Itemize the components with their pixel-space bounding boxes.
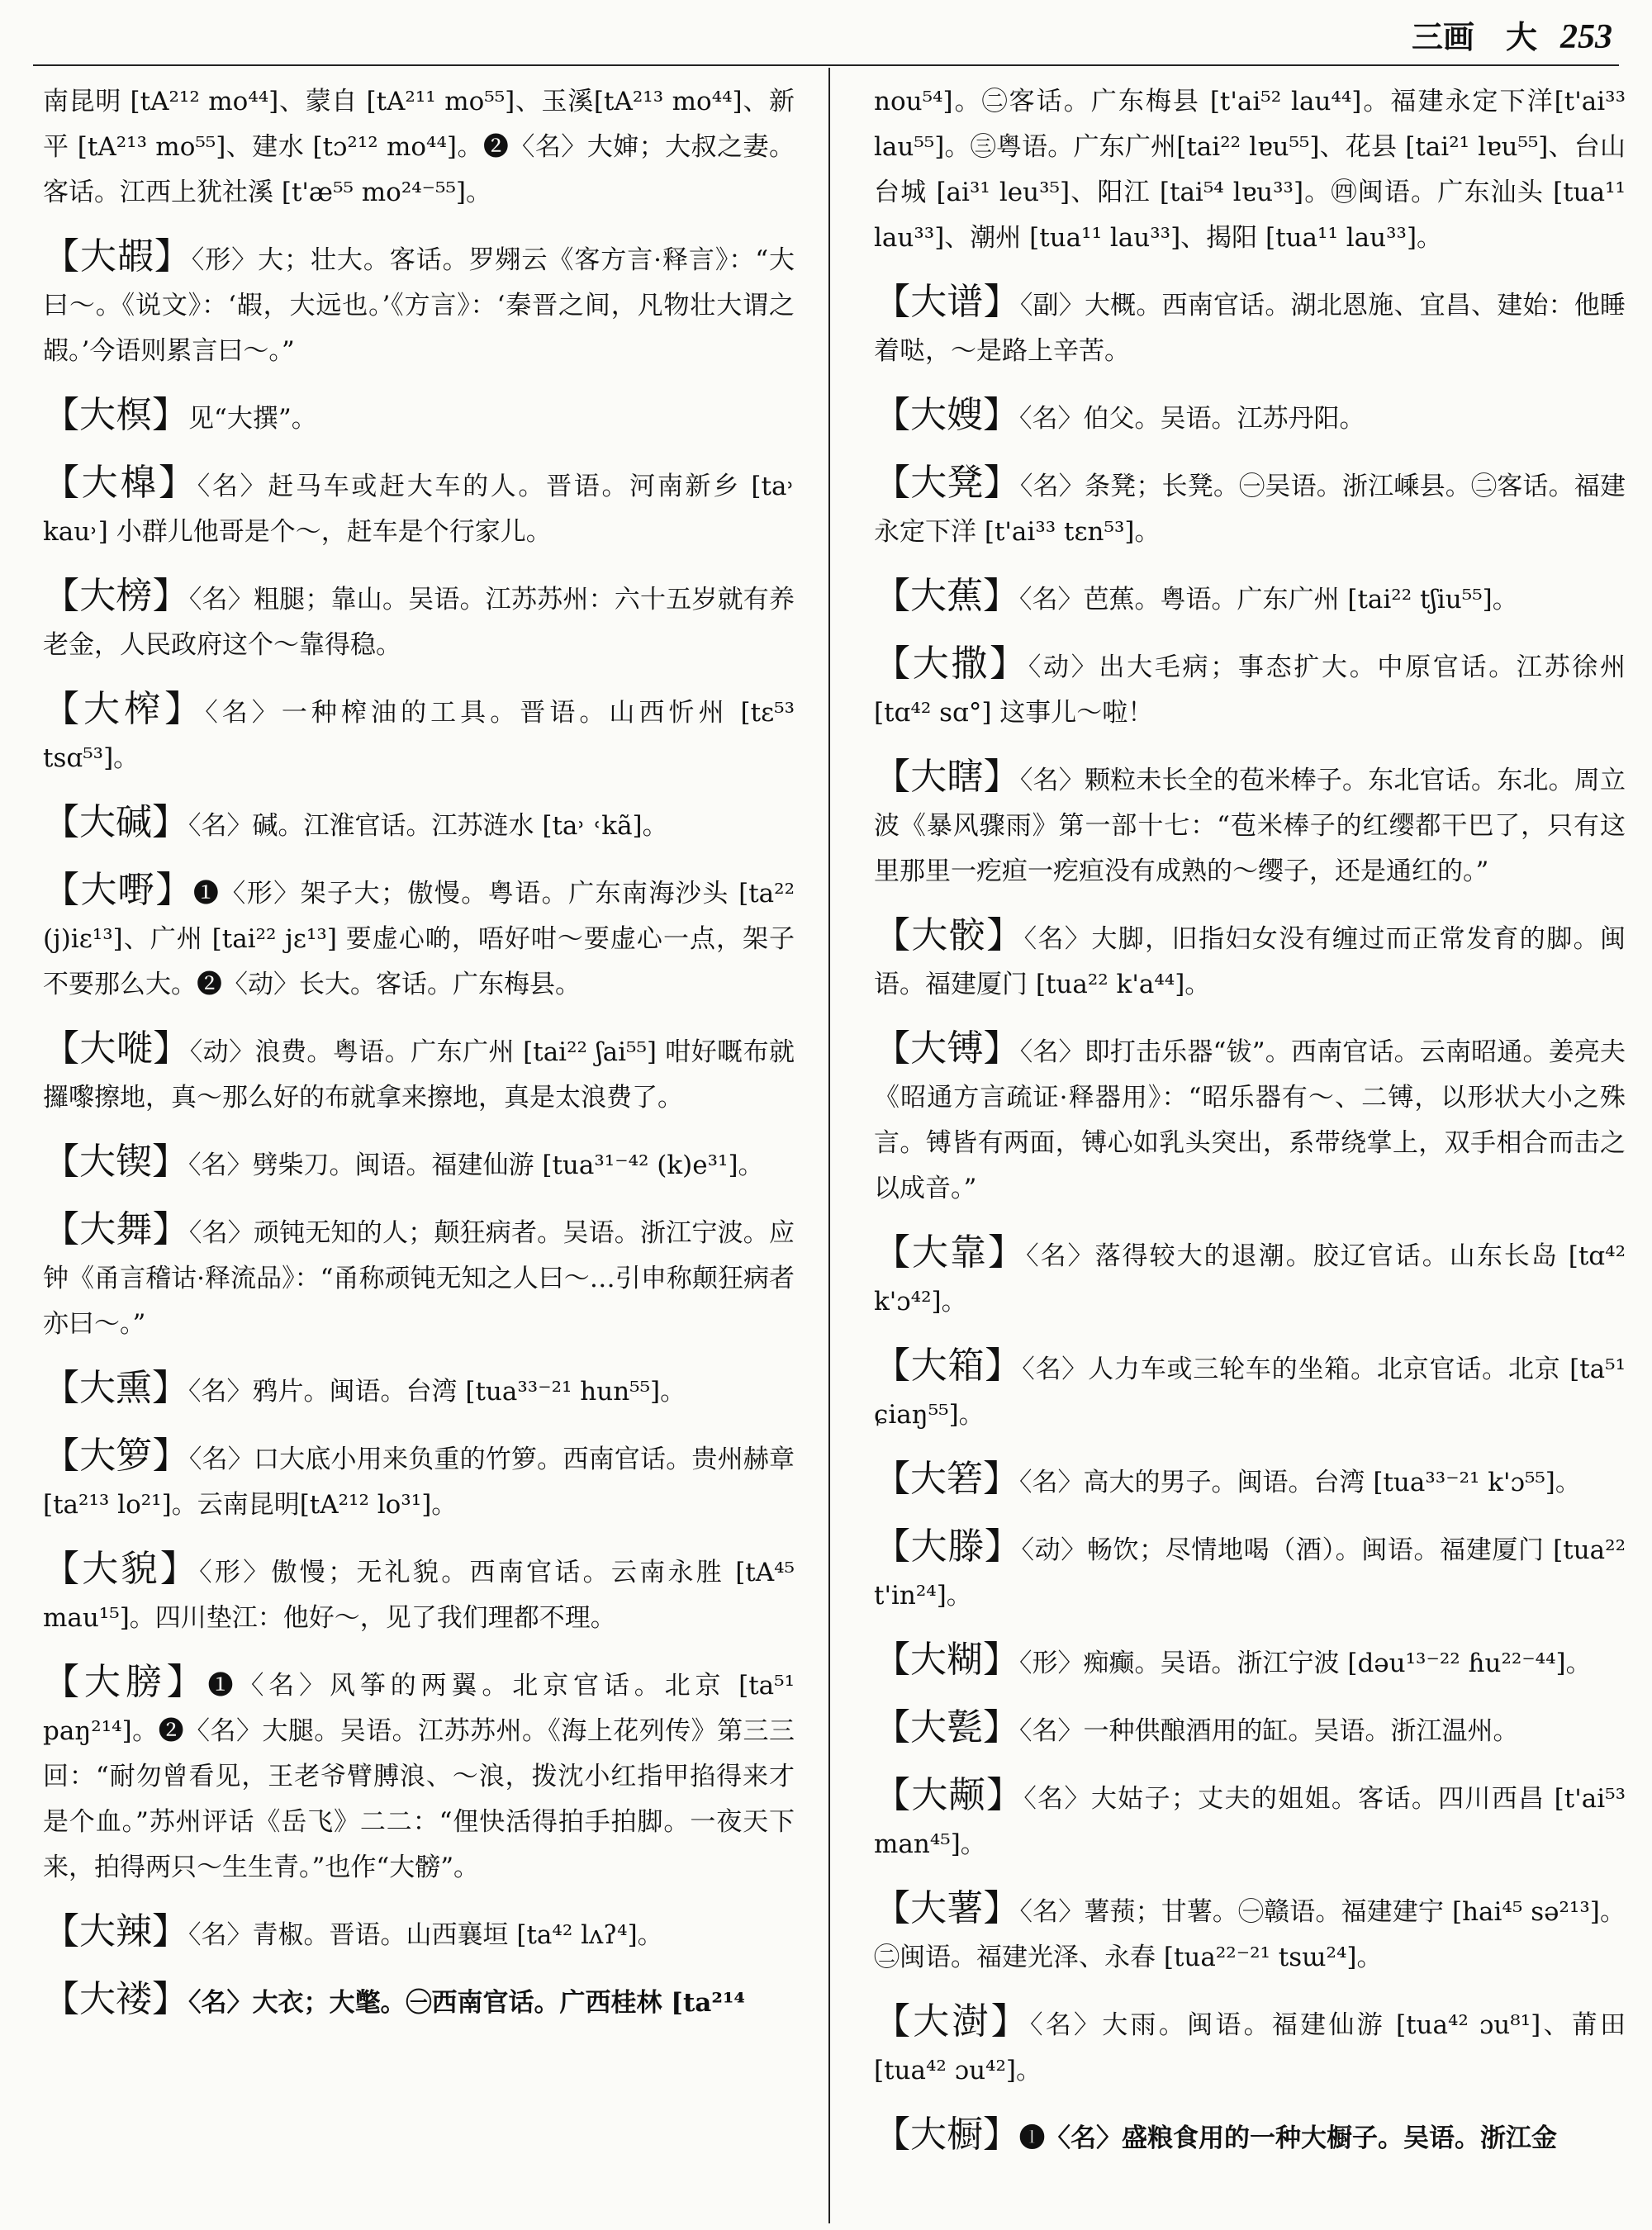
dictionary-entry [43, 1546, 795, 1641]
headword: 【大橱】 [874, 2114, 1019, 2156]
definition: 〈名〉大姑子；丈夫的姐姐。客话。四川西昌 [t'ai⁵³ man⁴⁵]。 [874, 1784, 1626, 1859]
definition: 〈名〉落得较大的退潮。胶辽官话。山东长岛 [tɑ⁴² k'ɔ⁴²]。 [874, 1241, 1626, 1317]
dictionary-entry [43, 392, 795, 442]
headword: 【大榜】 [43, 575, 189, 617]
definition: ❶〈名〉盛粮食用的一种大橱子。吴语。浙江金 [1019, 2123, 1557, 2153]
headword: 【大瞎】 [874, 756, 1020, 798]
definition: 〈名〉大脚，旧指妇女没有缠过而正常发育的脚。闽语。福建厦门 [tua²² k'a⁴⁴]。 [874, 924, 1626, 999]
definition: 〈名〉粗腿；靠山。吴语。江苏苏州：六十五岁就有养老金，人民政府这个～靠得稳。 [43, 585, 795, 660]
headword: 【大嘏】 [43, 235, 192, 278]
headword: 【大镈】 [874, 1027, 1020, 1070]
definition: ❶〈形〉架子大；傲慢。粤语。广东南海沙头 [ta²² (j)iɛ¹³]、广州 [tai²² jɛ¹³] 要虚心啲，唔好咁～要虚心一点，架子不要那么大。❷〈动〉长大。客话。广东梅县。 [43, 879, 795, 999]
dictionary-entry [874, 1456, 1626, 1506]
dictionary-entry [874, 460, 1626, 555]
definition: 〈副〉大概。西南官话。湖北恩施、宜昌、建始：他睡着哒，～是路上辛苦。 [874, 291, 1626, 366]
headword: 【大谱】 [874, 281, 1020, 323]
definition: 〈形〉大；壮大。客话。罗翙云《客方言·释言》：“大曰～。《说文》：‘嘏，大远也。’《方言》：‘秦晋之间，凡物壮大谓之嘏。’今语则累言曰～。” [43, 245, 795, 366]
definition: 〈形〉傲慢；无礼貌。西南官话。云南永胜 [tA⁴⁵ mau¹⁵]。四川垫江：他好～，见了我们理都不理。 [43, 1558, 795, 1633]
definition: 〈名〉芭蕉。粤语。广东广州 [tai²² tʃiu⁵⁵]。 [1019, 585, 1518, 614]
definition: 〈名〉劈柴刀。闽语。福建仙游 [tua³¹⁻⁴² (k)e³¹]。 [188, 1151, 764, 1180]
dictionary-entry [43, 1026, 795, 1121]
dictionary-entry [874, 1772, 1626, 1867]
section-label: 三画 大 [1411, 18, 1537, 55]
definition: 〈名〉薯蓣；甘薯。㊀赣语。福建建宁 [hai⁴⁵ sə²¹³]。㊁闽语。福建光泽、永春 [tua²²⁻²¹ tsɯ²⁴]。 [874, 1897, 1626, 1972]
headword: 【大橰】 [43, 462, 197, 504]
headword: 【大褛】 [43, 1978, 188, 2020]
definition: 见“大撰”。 [188, 404, 317, 434]
definition: 〈形〉痴癫。吴语。浙江宁波 [dəu¹³⁻²² ɦu²²⁻⁴⁴]。 [1019, 1649, 1592, 1678]
dictionary-entry [43, 1909, 795, 1958]
dictionary-entry [874, 1886, 1626, 1981]
definition: 〈名〉口大底小用来负重的竹箩。西南官话。贵州赫章 [ta²¹³ lo²¹]。云南昆明[tA²¹² lo³¹]。 [43, 1445, 795, 1520]
definition: 〈动〉浪费。粤语。广东广州 [tai²² ʃai⁵⁵] 咁好嘅布就攞嚟擦地，真～那么好的布就拿来擦地，真是太浪费了。 [43, 1037, 795, 1113]
headword: 【大澍】 [874, 2000, 1031, 2043]
definition: 〈名〉伯父。吴语。江苏丹阳。 [1019, 404, 1365, 434]
headword: 【大滕】 [874, 1525, 1022, 1568]
page-header [1412, 12, 1612, 61]
dictionary-entry [43, 799, 795, 849]
dictionary-entry [874, 641, 1626, 736]
continuation-text: nou⁵⁴]。㊁客话。广东梅县 [t'ai⁵² lau⁴⁴]。福建永定下洋[t'ai³³ lau⁵⁵]。㊂粤语。广东广州[tai²² lɐu⁵⁵]、花县 [tai²¹ lɐu⁵⁵]、台山台城 [ai³¹ leu³⁵]、阳江 [tai⁵⁴ lɐu³³]。㊃闽语。广东汕头 [tua¹¹ lau³³]、潮州 [tua¹¹ lau³³]、揭阳 [tua¹¹ lau³³]。 [874, 87, 1626, 253]
definition: 〈名〉青椒。晋语。山西襄垣 [ta⁴² lʌʔ⁴]。 [188, 1920, 663, 1950]
continuation-text: 南昆明 [tA²¹² mo⁴⁴]、蒙自 [tA²¹¹ mo⁵⁵]、玉溪[tA²¹³ mo⁴⁴]、新平 [tA²¹³ mo⁵⁵]、建水 [tɔ²¹² mo⁴⁴]。❷〈名〉大婶；大叔之妻。客话。江西上犹社溪 [t'æ⁵⁵ mo²⁴⁻⁵⁵]。 [43, 87, 795, 207]
headword: 【大蕉】 [874, 575, 1019, 617]
dictionary-entry [874, 754, 1626, 894]
dictionary-entry [874, 1637, 1626, 1687]
headword: 【大甏】 [874, 1706, 1019, 1748]
definition: 〈动〉畅饮；尽情地喝（酒）。闽语。福建厦门 [tua²² t'in²⁴]。 [874, 1535, 1626, 1611]
headword: 【大箬】 [874, 1458, 1019, 1500]
definition: 〈名〉大雨。闽语。福建仙游 [tua⁴² ɔu⁸¹]、莆田 [tua⁴² ɔu⁴²]。 [874, 2010, 1626, 2085]
headword: 【大锲】 [43, 1141, 188, 1183]
header-rule [33, 64, 1619, 66]
definition: 〈名〉即打击乐器“钹”。西南官话。云南昭通。姜亮夫《昭通方言疏证·释器用》：“昭乐器有～、二镈，以形状大小之殊言。镈皆有两面，镈心如乳头突出，系带绕掌上，双手相合而击之以成音。” [874, 1037, 1626, 1203]
definition: 〈名〉赶马车或赶大车的人。晋语。河南新乡 [ta˒ kau˒] 小群儿他哥是个～，赶车是个行家儿。 [43, 472, 795, 547]
definition: 〈名〉一种榨油的工具。晋语。山西忻州 [tɛ⁵³ tsɑ⁵³]。 [43, 698, 795, 773]
definition: 〈名〉一种供酿酒用的缸。吴语。浙江温州。 [1019, 1716, 1519, 1746]
dictionary-entry [874, 1705, 1626, 1754]
headword: 【大舞】 [43, 1208, 189, 1250]
headword: 【大辣】 [43, 1910, 188, 1952]
dictionary-entry [874, 2112, 1626, 2161]
definition: 〈名〉顽钝无知的人；颠狂病者。吴语。浙江宁波。应钟《甬言稽诂·释流品》：“甬称顽钝无知之人曰～…引申称颠狂病者亦曰～。” [43, 1218, 795, 1339]
definition: 〈名〉鸦片。闽语。台湾 [tua³³⁻²¹ hun⁵⁵]。 [188, 1377, 686, 1407]
dictionary-entry [874, 279, 1626, 374]
dictionary-entry [43, 1139, 795, 1189]
headword: 【大嘥】 [43, 1027, 190, 1070]
headword: 【大薯】 [874, 1887, 1020, 1929]
dictionary-entry [874, 1524, 1626, 1619]
definition: 〈名〉条凳；长凳。㊀吴语。浙江嵊县。㊁客话。福建永定下洋 [t'ai³³ tɛn⁵³]。 [874, 472, 1626, 547]
headword: 【大箩】 [43, 1435, 189, 1477]
dictionary-entry [874, 913, 1626, 1008]
definition: ❶〈名〉风筝的两翼。北京官话。北京 [ta⁵¹ paŋ²¹⁴]。❷〈名〉大腿。吴语。江苏苏州。《海上花列传》第三三回：“耐勿曾看见，王老爷臂膊浪、～浪，拨沈小红指甲掐得来才是个血。”苏州评话《岳飞》二二：“俚快活得拍手拍脚。一夜天下来，拍得两只～生生青。”也作“大髈”。 [43, 1671, 795, 1882]
dictionary-entry [43, 573, 795, 668]
definition: 〈名〉碱。江淮官话。江苏涟水 [ta˒ ˓kã]。 [188, 811, 668, 841]
headword: 【大骹】 [874, 914, 1024, 956]
headword: 【大凳】 [874, 462, 1020, 504]
headword: 【大碱】 [43, 801, 188, 843]
definition: 〈名〉人力车或三轮车的坐箱。北京官话。北京 [ta⁵¹ ɕiaŋ⁵⁵]。 [874, 1355, 1626, 1430]
dictionary-entry [874, 1026, 1626, 1212]
dictionary-entry [43, 867, 795, 1008]
dictionary-entry [874, 392, 1626, 442]
headword: 【大靠】 [874, 1231, 1027, 1274]
headword: 【大膀】 [43, 1661, 208, 1703]
definition: 〈名〉颗粒未长全的苞米棒子。东北官话。东北。周立波《暴风骤雨》第一部十七：“苞米棒子的红缨都干巴了，只有这里那里一疙疸一疙疸没有成熟的～缨子，还是通红的。” [874, 766, 1626, 886]
dictionary-entry [43, 460, 795, 555]
dictionary-entry [874, 1999, 1626, 2094]
headword: 【大撒】 [874, 643, 1028, 685]
headword: 【大糊】 [874, 1639, 1019, 1681]
dictionary-entry [43, 234, 795, 374]
dictionary-entry [43, 1659, 795, 1891]
dictionary-entry [874, 1230, 1626, 1325]
headword: 【大箱】 [874, 1345, 1023, 1387]
dictionary-entry [43, 1207, 795, 1347]
headword: 【大貌】 [43, 1548, 200, 1590]
headword: 【大颟】 [874, 1774, 1024, 1816]
headword: 【大熏】 [43, 1367, 188, 1409]
dictionary-entry [874, 573, 1626, 623]
dictionary-entry [43, 1433, 795, 1528]
dictionary-entry [43, 686, 795, 781]
headword: 【大嫂】 [874, 394, 1019, 436]
headword: 【大榠】 [43, 394, 188, 436]
definition: 〈名〉高大的男子。闽语。台湾 [tua³³⁻²¹ k'ɔ⁵⁵]。 [1019, 1468, 1581, 1497]
right-column [874, 79, 1626, 2218]
definition: 〈动〉出大毛病；事态扩大。中原官话。江苏徐州 [tɑ⁴² sɑ°] 这事儿～啦！ [874, 652, 1626, 728]
definition: 〈名〉大衣；大氅。㊀西南官话。广西桂林 [ta²¹⁴ [188, 1988, 746, 2018]
dictionary-entry [43, 1365, 795, 1415]
dictionary-entry [874, 1343, 1626, 1438]
left-column [43, 79, 795, 2218]
page-number: 253 [1560, 18, 1612, 56]
dictionary-entry [43, 1976, 795, 2026]
column-divider [828, 68, 830, 2223]
headword: 【大榨】 [43, 688, 206, 730]
headword: 【大嘢】 [43, 869, 193, 911]
